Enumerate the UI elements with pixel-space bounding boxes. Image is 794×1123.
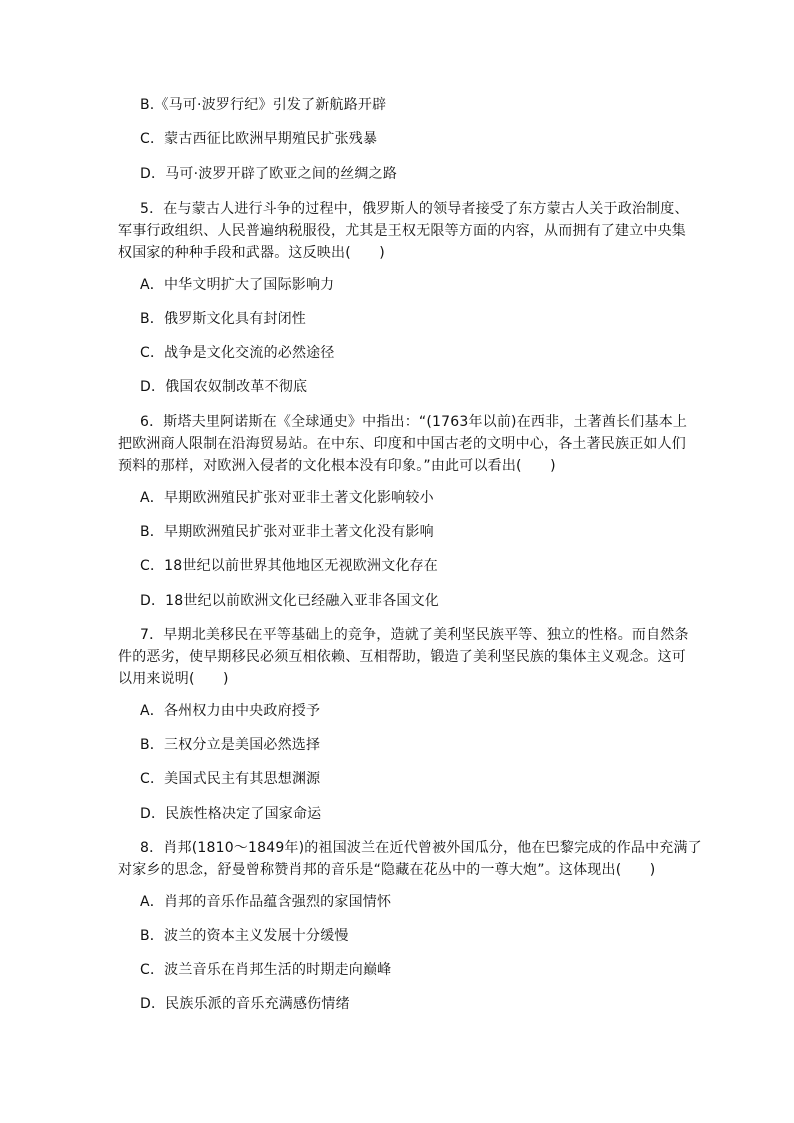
question-5-option-c: C．战争是文化交流的必然途径	[140, 345, 335, 361]
question-5-stem-line-2: 军事行政组织、人民普遍纳税服役，尤其是王权无限等方面的内容，从而拥有了建立中央集	[118, 223, 686, 239]
question-7-option-b: B．三权分立是美国必然选择	[140, 737, 321, 753]
question-5-option-d: D．俄国农奴制改革不彻底	[140, 379, 308, 395]
question-7-stem-line-3: 以用来说明( )	[118, 671, 229, 687]
question-7-option-a: A．各州权力由中央政府授予	[140, 703, 321, 719]
question-8-stem-line-1: 8．肖邦(1810～1849年)的祖国波兰在近代曾被外国瓜分，他在巴黎完成的作品中充满了	[140, 840, 702, 856]
question-7-stem-line-2: 件的恶劣，使早期移民必须互相依赖、互相帮助，锻造了美利坚民族的集体主义观念。这可	[118, 649, 686, 665]
question-8-stem-line-2: 对家乡的思念，舒曼曾称赞肖邦的音乐是“隐藏在花丛中的一尊大炮”。这体现出( )	[118, 862, 656, 878]
question-6-stem-line-2: 把欧洲商人限制在沿海贸易站。在中东、印度和中国古老的文明中心，各土著民族正如人们	[118, 436, 686, 452]
option-d: D．马可·波罗开辟了欧亚之间的丝绸之路	[140, 166, 398, 182]
question-5-stem-line-3: 权国家的种种手段和武器。这反映出( )	[118, 245, 385, 261]
question-8-option-d: D．民族乐派的音乐充满感伤情绪	[140, 996, 350, 1012]
question-7-option-c: C．美国式民主有其思想渊源	[140, 771, 321, 787]
question-5-stem-line-1: 5．在与蒙古人进行斗争的过程中，俄罗斯人的领导者接受了东方蒙古人关于政治制度、	[140, 201, 689, 217]
question-8-option-a: A．肖邦的音乐作品蕴含强烈的家国情怀	[140, 894, 392, 910]
question-6-stem-line-3: 预料的那样，对欧洲入侵者的文化根本没有印象。”由此可以看出( )	[118, 458, 556, 474]
question-8-option-c: C．波兰音乐在肖邦生活的时期走向巅峰	[140, 962, 392, 978]
question-5-option-b: B．俄罗斯文化具有封闭性	[140, 311, 307, 327]
option-b: B.《马可·波罗行纪》引发了新航路开辟	[140, 97, 387, 113]
question-7-stem-line-1: 7．早期北美移民在平等基础上的竞争，造就了美利坚民族平等、独立的性格。而自然条	[140, 627, 689, 643]
question-6-option-c: C．18世纪以前世界其他地区无视欧洲文化存在	[140, 558, 438, 574]
question-7-option-d: D．民族性格决定了国家命运	[140, 806, 322, 822]
question-8-option-b: B．波兰的资本主义发展十分缓慢	[140, 928, 349, 944]
question-6-option-b: B．早期欧洲殖民扩张对亚非土著文化没有影响	[140, 524, 434, 540]
question-6-option-a: A．早期欧洲殖民扩张对亚非土著文化影响较小	[140, 490, 434, 506]
question-6-option-d: D．18世纪以前欧洲文化已经融入亚非各国文化	[140, 593, 439, 609]
option-c: C．蒙古西征比欧洲早期殖民扩张残暴	[140, 131, 378, 147]
question-6-stem-line-1: 6．斯塔夫里阿诺斯在《全球通史》中指出：“(1763年以前)在西非，土著酋长们基本上	[140, 414, 688, 430]
question-5-option-a: A．中华文明扩大了国际影响力	[140, 277, 335, 293]
